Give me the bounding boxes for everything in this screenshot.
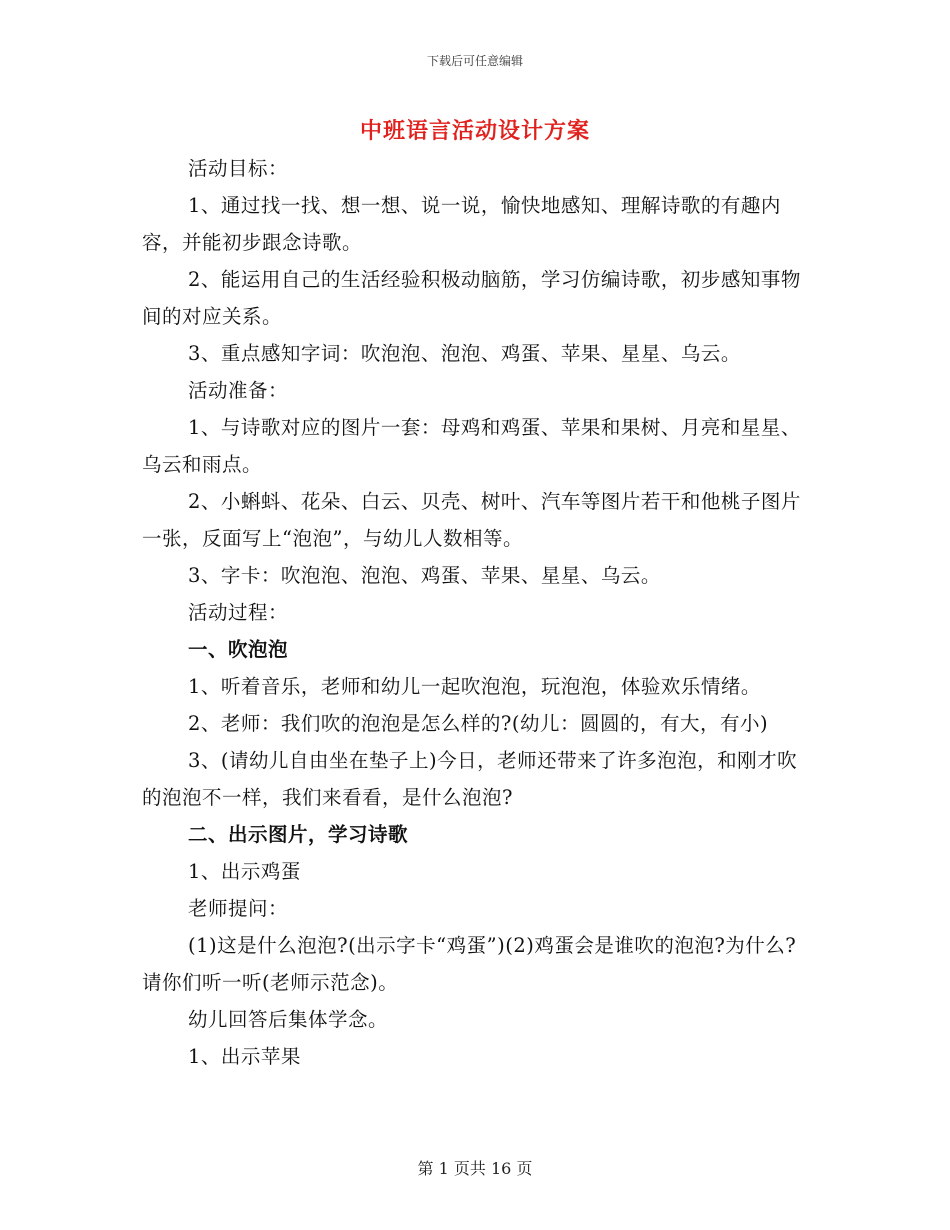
paragraph: 1、出示鸡蛋 [188, 860, 301, 883]
paragraph: 3、(请幼儿自由坐在垫子上)今日，老师还带来了许多泡泡，和刚才吹的泡泡不一样，我们来看看，是什么泡泡? [142, 749, 798, 809]
paragraph: 活动过程： [188, 601, 289, 624]
paragraph: 3、重点感知字词：吹泡泡、泡泡、鸡蛋、苹果、星星、乌云。 [188, 342, 741, 365]
paragraph: 1、出示苹果 [188, 1045, 301, 1068]
paragraph: 2、能运用自己的生活经验积极动脑筋，学习仿编诗歌，初步感知事物间的对应关系。 [142, 268, 801, 328]
document-title: 中班语言活动设计方案 [359, 118, 590, 144]
paragraph: (1)这是什么泡泡?(出示字卡“鸡蛋”)(2)鸡蛋会是谁吹的泡泡?为什么?请你们听一听(老师示范念)。 [142, 934, 797, 994]
document-body [142, 150, 810, 1075]
paragraph: 幼儿回答后集体学念。 [188, 1008, 389, 1031]
page-footer: 第 1 页共 16 页 [417, 1159, 533, 1178]
paragraph: 3、字卡：吹泡泡、泡泡、鸡蛋、苹果、星星、乌云。 [188, 564, 661, 587]
paragraph: 2、老师：我们吹的泡泡是怎么样的?(幼儿：圆圆的，有大，有小) [188, 712, 769, 735]
paragraph: 活动准备： [188, 379, 289, 402]
paragraph: 1、听着音乐，老师和幼儿一起吹泡泡，玩泡泡，体验欢乐情绪。 [188, 675, 761, 698]
section-heading: 一、吹泡泡 [188, 638, 289, 661]
paragraph: 老师提问： [188, 897, 289, 920]
section-heading: 二、出示图片，学习诗歌 [188, 823, 409, 846]
paragraph: 1、与诗歌对应的图片一套：母鸡和鸡蛋、苹果和果树、月亮和星星、乌云和雨点。 [142, 416, 801, 476]
paragraph: 活动目标： [188, 157, 289, 180]
header-note: 下载后可任意编辑 [426, 54, 523, 68]
paragraph: 2、小蝌蚪、花朵、白云、贝壳、树叶、汽车等图片若干和他桃子图片一张，反面写上“泡泡”，与幼儿人数相等。 [142, 490, 801, 550]
paragraph: 1、通过找一找、想一想、说一说，愉快地感知、理解诗歌的有趣内容，并能初步跟念诗歌。 [142, 194, 781, 254]
